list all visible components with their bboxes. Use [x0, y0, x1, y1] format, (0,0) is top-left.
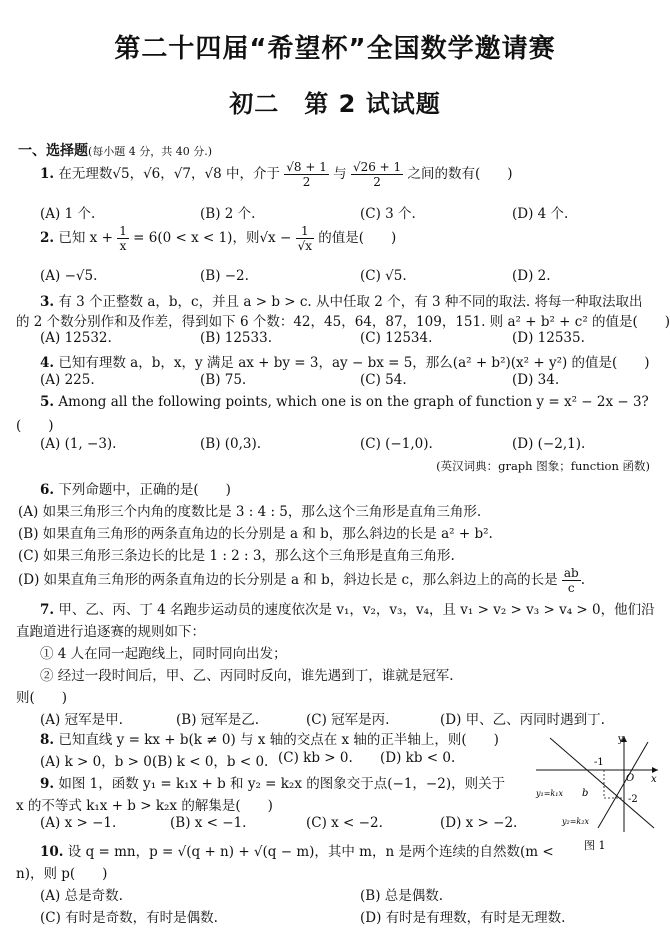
question-9-line2: x 的不等式 k₁x + b > k₂x 的解集是( ) [16, 798, 273, 814]
y-axis-label: y [618, 734, 624, 745]
fraction-numerator: 1 [296, 224, 314, 239]
question-number: 5. [40, 394, 55, 410]
figure-caption: 图 1 [584, 839, 606, 852]
option-d: (D) 4 个. [512, 206, 569, 222]
question-number: 2. [40, 230, 55, 246]
question-number: 3. [40, 294, 55, 310]
option-d: (D) 如果直角三角形的两条直角边的长分别是 a 和 b，斜边长是 c，那么斜边上的高的长是 $\frac{ab}{c}$ . [18, 566, 586, 595]
option-b: (B) 2 个. [200, 206, 256, 222]
option-d-text: (D) 如果直角三角形的两条直角边的长分别是 a 和 b，斜边长是 c，那么斜边上的高的长是 [18, 572, 558, 588]
question-stem: 下列命题中，正确的是( ) [58, 482, 231, 498]
question-number: 10. [40, 844, 64, 860]
option-b: (B) 75. [200, 372, 247, 388]
question-7-line2: 直跑道进行追逐赛的规则如下： [16, 624, 205, 640]
question-stem: = 6(0 < x < 1)，则√x − [133, 230, 292, 246]
option-a: (A) 225. [40, 372, 95, 388]
line-y1 [550, 738, 654, 828]
fraction-numerator: √8 + 1 [286, 160, 327, 174]
question-stem: 之间的数有( ) [407, 166, 513, 182]
option-b: (B) 12533. [200, 330, 272, 346]
question-number: 8. [40, 732, 55, 748]
question-stem: 如图 1，函数 y₁ = k₁x + b 和 y₂ = k₂x 的图象交于点(−1，−2)，则关于 [58, 776, 506, 792]
question-3-line1 [40, 290, 642, 310]
fraction-denominator: 2 [302, 175, 311, 189]
paper-title: 第二十四届“希望杯”全国数学邀请赛 [114, 34, 556, 64]
option-a: (A) k > 0，b > 0. [40, 754, 157, 770]
option-a: (A) 12532. [40, 330, 112, 346]
question-10-line1 [40, 840, 554, 860]
question-stem: 的值是( ) [318, 230, 397, 246]
question-1 [40, 160, 513, 189]
question-number: 7. [40, 602, 55, 618]
question-number: 9. [40, 776, 55, 792]
question-number: 6. [40, 482, 55, 498]
tick-label-neg2: -2 [628, 794, 638, 805]
option-d: (D) (−2,1). [512, 436, 586, 452]
question-stem: Among all the following points, which one is on the graph of function y = x² − 2x − 3? [58, 394, 649, 410]
option-c: (C) (−1,0). [360, 436, 433, 452]
origin-label: O [626, 773, 635, 784]
question-number: 1. [40, 166, 55, 182]
option-d: (D) 2. [512, 268, 551, 284]
option-a: (A) 总是奇数. [40, 888, 123, 904]
fraction-denominator: √x [297, 239, 312, 253]
figure-1 [532, 732, 662, 858]
fraction-numerator: √26 + 1 [352, 160, 402, 174]
question-stem: 设 q = mn，p = √(q + n) + √(q − m)，其中 m，n 是两个连续的自然数(m < [67, 844, 554, 860]
option-c: (C) 有时是奇数，有时是偶数. [40, 910, 218, 926]
fraction [117, 224, 129, 253]
fraction [562, 566, 581, 595]
fraction [284, 160, 329, 189]
question-7-line1 [40, 598, 655, 618]
option-b: (B) (0,3). [200, 436, 262, 452]
option-b: (B) −2. [200, 268, 249, 284]
option-d: (D) x > −2. [440, 815, 518, 831]
x-axis-label: x [651, 774, 657, 785]
question-8 [40, 728, 499, 748]
question-stem: 已知有理数 a，b，x，y 满足 ax + by = 3，ay − bx = 5，那么(a² + b²)(x² + y²) 的值是( ) [58, 355, 650, 371]
fraction [351, 160, 403, 189]
option-d: (D) 34. [512, 372, 560, 388]
question-stem: 与 [333, 166, 347, 182]
question-3-line2: 的 2 个数分别作和及作差，得到如下 6 个数：42，45，64，87，109，151. 则 a² + b² + c² 的值是( ) [16, 314, 670, 330]
fraction-numerator: 1 [119, 224, 127, 238]
tick-label-neg1: -1 [594, 757, 604, 768]
line-y1-label: y₁=k₁x [536, 789, 563, 798]
fraction-denominator: x [119, 239, 127, 253]
option-b: (B) 总是偶数. [360, 888, 444, 904]
question-stem: 在无理数√5，√6，√7，√8 中，介于 [58, 166, 280, 182]
fraction-denominator: 2 [373, 175, 381, 189]
option-c: (C) 54. [360, 372, 407, 388]
question-4 [40, 351, 650, 371]
option-a: (A) 1 个. [40, 206, 96, 222]
option-c: (C) x < −2. [306, 815, 383, 831]
question-number: 4. [40, 355, 55, 371]
section-title: 一、选择题 [18, 143, 88, 159]
option-c: (C) kb > 0. [278, 750, 353, 766]
question-stem: 有 3 个正整数 a，b，c，并且 a > b > c. 从中任取 2 个，有 3 种不同的取法. 将每一种取法取出 [58, 294, 643, 310]
question-7-line3: 则( ) [16, 690, 68, 706]
option-a: (A) 冠军是甲. [40, 712, 123, 728]
option-a: (A) (1, −3). [40, 436, 117, 452]
option-a: (A) x > −1. [40, 815, 117, 831]
fraction-denominator: c [567, 581, 575, 595]
paper-subtitle: 初二 第 2 试试题 [229, 90, 441, 118]
option-b: (B) k < 0，b < 0. [152, 754, 269, 770]
option-a: (A) 如果三角形三个内角的度数比是 3 : 4 : 5，那么这个三角形是直角三角形. [18, 504, 482, 520]
question-6 [40, 478, 231, 498]
option-c: (C) 如果三角形三条边长的比是 1 : 2 : 3，那么这个三角形是直角三角形. [18, 548, 455, 564]
question-stem: 已知 x + [58, 230, 113, 246]
option-c: (C) √5. [360, 268, 407, 284]
option-d: (D) kb < 0. [380, 750, 456, 766]
question-2 [40, 224, 396, 253]
question-stem: 甲、乙、丙、丁 4 名跑步运动员的速度依次是 v₁，v₂，v₃，v₄，且 v₁ > v₂ > v₃ > v₄ > 0，他们沿 [58, 602, 655, 618]
fraction [296, 224, 314, 253]
option-d: (D) 12535. [512, 330, 585, 346]
x-axis-arrow-icon [652, 767, 658, 773]
option-d: (D) 有时是有理数，有时是无理数. [360, 910, 566, 926]
option-a: (A) −√5. [40, 268, 98, 284]
question-5-line2: ( ) [16, 418, 54, 434]
section-heading [18, 140, 212, 160]
option-d: (D) 甲、乙、丙同时遇到丁. [440, 712, 605, 728]
line-y2 [598, 742, 648, 828]
option-b: (B) x < −1. [170, 815, 247, 831]
line-y2-label: y₂=k₂x [562, 817, 589, 826]
option-b: (B) 冠军是乙. [176, 712, 260, 728]
section-note: (每小题 4 分，共 40 分.) [88, 145, 213, 158]
intercept-label: b [582, 788, 589, 799]
option-b: (B) 如果直角三角形的两条直角边的长分别是 a 和 b，那么斜边的长是 a² + b². [18, 526, 493, 542]
rule-1: ① 4 人在同一起跑线上，同时同向出发； [40, 646, 287, 662]
option-c: (C) 冠军是丙. [306, 712, 390, 728]
rule-2: ② 经过一段时间后，甲、乙、丙同时反向，谁先遇到丁，谁就是冠军. [40, 668, 454, 684]
question-9-line1 [40, 772, 505, 792]
option-c: (C) 12534. [360, 330, 433, 346]
fraction-numerator: ab [563, 566, 579, 580]
question-5-line1 [40, 394, 649, 410]
question-stem: 已知直线 y = kx + b(k ≠ 0) 与 x 轴的交点在 x 轴的正半轴上，则( ) [58, 732, 499, 748]
option-c: (C) 3 个. [360, 206, 416, 222]
question-10-line2: n)，则 p( ) [16, 866, 108, 882]
vocab-note: (英汉词典：graph 图象；function 函数) [436, 459, 650, 473]
